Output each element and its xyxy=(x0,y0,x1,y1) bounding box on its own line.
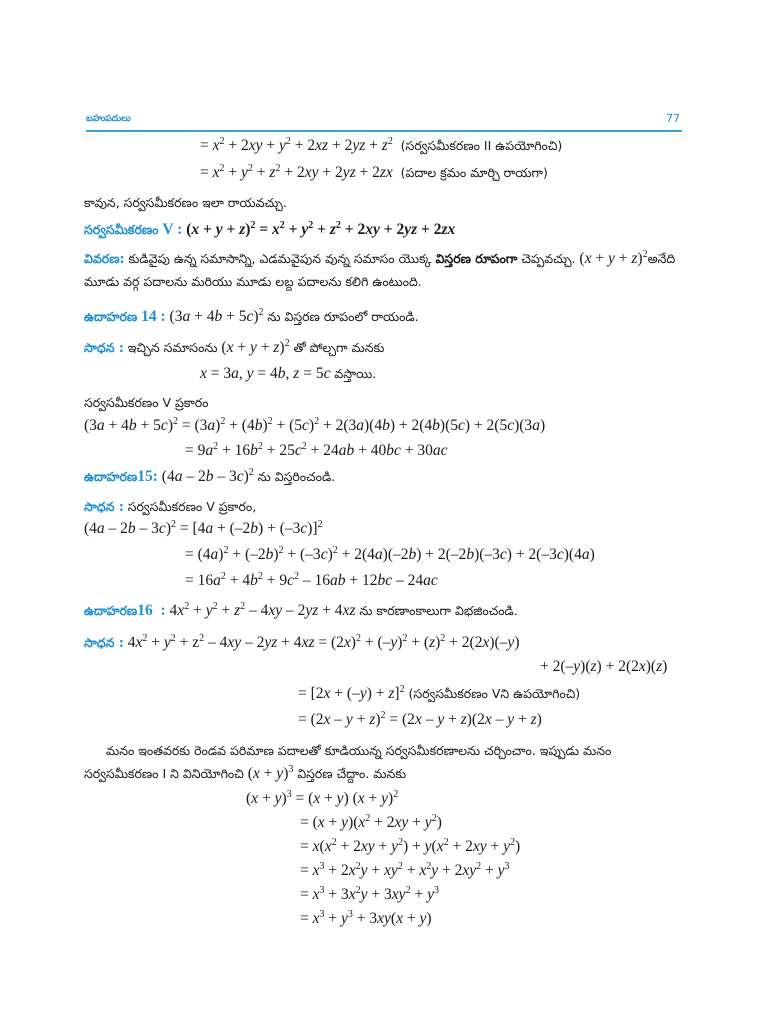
text-line-l29: = $x^3 + 3x^2y + 3xy^2 + y^3$ xyxy=(300,885,439,903)
text-line-l02: = $x^2 + y^2 + z^2 + 2xy + 2yz + 2zx$ (పదాల క్రమం మార్చి రాయగా) xyxy=(200,163,548,181)
text-line-l30: = $x^3 + y^3 + 3xy(x + y)$ xyxy=(300,909,432,927)
text-line-l19: సాధన : $4x^2 + y^2 + z^2 - 4xy - 2yz + 4xz = (2x)^2 + (-y)^2 + (z)^2 + 2(2x)(-y)$ xyxy=(84,633,520,651)
text-line-l22: = $(2x - y + z)^2 = (2x - y + z)(2x - y + z)$ xyxy=(298,710,542,728)
text-line-l06: మూడు వర్గ పదాలను మరియు మూడు లబ్ద పదాలను కలిగి ఉంటుంది. xyxy=(84,274,422,289)
chapter-title: బహుపదులు xyxy=(86,114,131,124)
text-line-l07: ఉదాహరణ 14 : $(3a + 4b + 5c)^2$ ను విస్తరణ రూపంలో రాయండి. xyxy=(84,307,419,325)
text-line-l14: సాధన : సర్వసమీకరణం V ప్రకారం, xyxy=(84,499,257,514)
text-line-l10: సర్వసమీకరణం V ప్రకారం xyxy=(84,395,209,410)
page-header xyxy=(86,114,682,132)
text-line-l21: = $[2x + (-y) + z]^2$ (సర్వసమీకరణం Vని ఉపయోగించి) xyxy=(298,684,581,702)
text-line-l12: = $9a^2 + 16b^2 + 25c^2 + 24ab + 40bc + 30ac$ xyxy=(185,441,448,459)
text-line-l24: సర్వసమీకరణం I ని వినియోగించి $(x + y)^3$ విస్తరణ చేద్దాం. మనకు xyxy=(84,764,407,782)
page-number: 77 xyxy=(666,112,680,125)
text-line-l15: $(4a - 2b - 3c)^2 = [4a + (-2b) + (-3c)]^2$ xyxy=(84,519,323,537)
text-line-l26: = $(x + y)(x^2 + 2xy + y^2)$ xyxy=(300,813,442,831)
text-line-l28: = $x^3 + 2x^2y + xy^2 + x^2y + 2xy^2 + y^3$ xyxy=(300,861,510,879)
text-line-l25: $(x + y)^3 = (x + y)$ $(x + y)^2$ xyxy=(246,789,399,807)
text-line-l05: వివరణ: కుడివైపు ఉన్న సమాసాన్ని, ఎడమవైపున వున్న సమాసం యొక్క విస్తరణ రూపంగా చెప్పవచ్చు. $(x + y + z)^2అనేది$ xyxy=(84,249,676,267)
text-line-l04: సర్వసమీకరణం V : $(x + y + z)^2 = x^2 + y^2 + z^2 + 2xy + 2yz + 2zx$ xyxy=(84,220,456,238)
text-line-l08: సాధన : ఇచ్చిన సమాసంను $(x + y + z)^2$ తో పోల్చగా మనకు xyxy=(84,338,385,356)
text-line-l17: = $16a^2 + 4b^2 + 9c^2 - 16ab + 12bc - 24ac$ xyxy=(185,571,438,589)
text-line-l13: ఉదాహరణ15: (4a – 2b – 3c)$^2$ ను విస్తరించండి. xyxy=(84,467,336,485)
text-line-l09: x = 3a, y = 4b, z = 5c వస్తాయి. xyxy=(200,365,377,382)
text-line-l27: = $x(x^2 + 2xy + y^2) + y(x^2 + 2xy + y^2)$ xyxy=(300,837,521,855)
text-line-l11: $(3a + 4b + 5c)^2 = (3a)^2 + (4b)^2 + (5c)^2 + 2(3a)(4b) + 2(4b)(5c) + 2(5c)(3a)$ xyxy=(84,416,546,434)
text-line-l01: = $x^2 + 2xy + y^2 + 2xz + 2yz + z^2$ (సర్వసమీకరణం II ఉపయోగించి) xyxy=(200,136,563,154)
text-line-l16: = $(4a)^2 + (-2b)^2 + (-3c)^2 + 2(4a)(-2b) + 2(-2b)(-3c) + 2(-3c)(4a)$ xyxy=(185,545,595,563)
text-line-l23: మనం ఇంతవరకు రెండవ పరిమాణ పదాలతో కూడియున్న సర్వసమీకరణాలను చర్చించాం. ఇప్పుడు మనం xyxy=(106,743,612,758)
text-line-l18: ఉదాహరణ16 : $4x^2 + y^2 + z^2 - 4xy - 2yz + 4xz$ ను కారణాంకాలుగా విభజించండి. xyxy=(84,601,518,619)
text-line-l03: కావున, సర్వసమీకరణం ఇలా రాయవచ్చు. xyxy=(84,195,287,210)
text-line-l20: + 2(–y)(z) + 2(2x)(z) xyxy=(540,658,668,675)
